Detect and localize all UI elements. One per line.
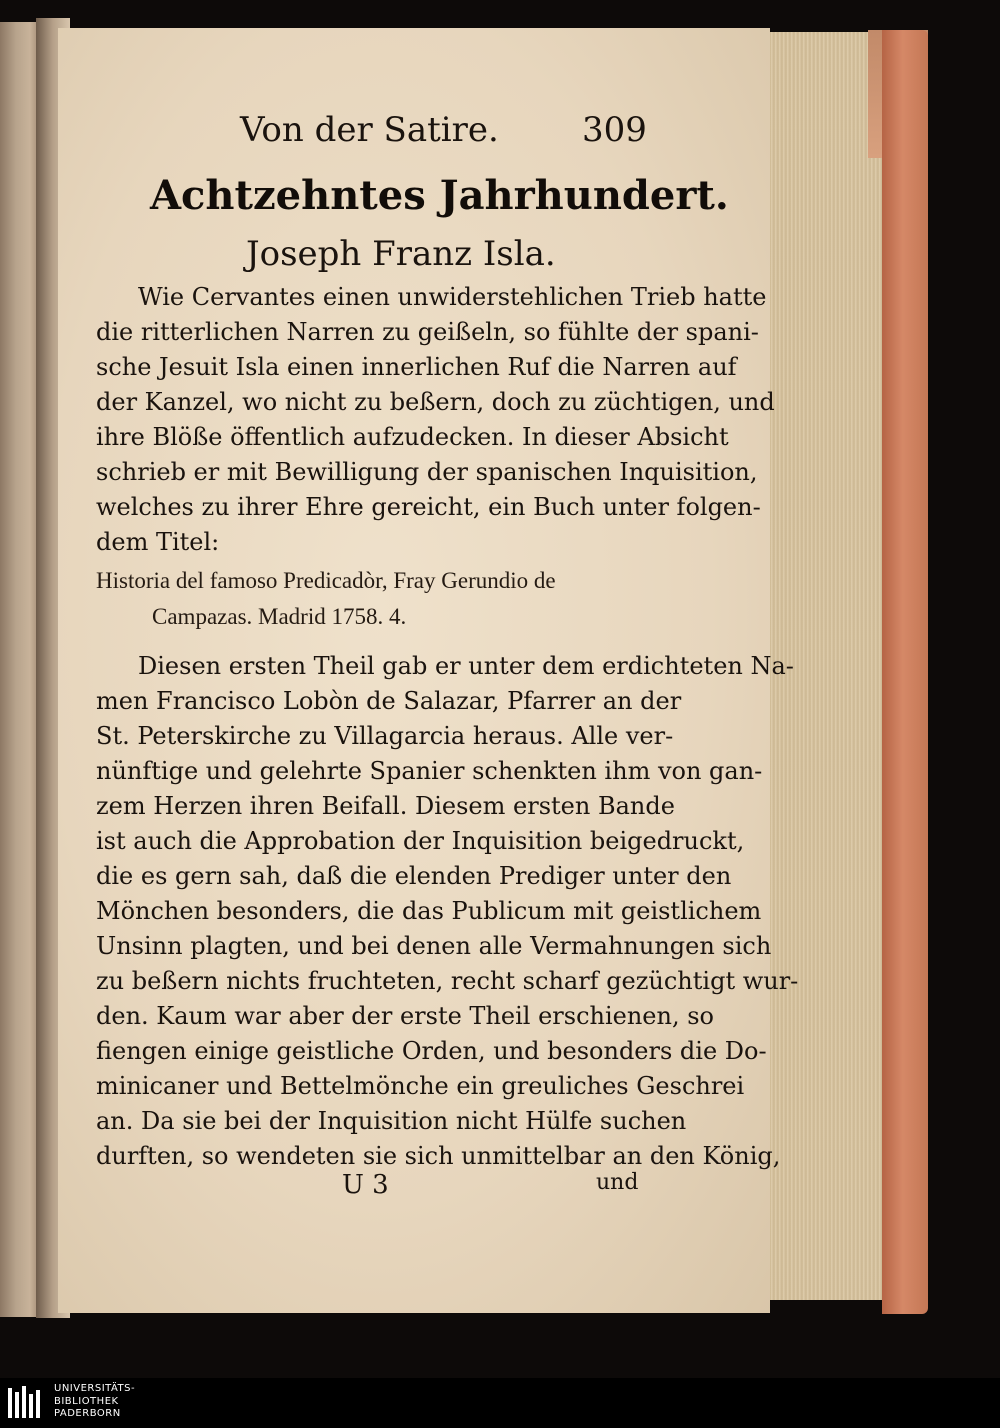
text-line: St. Peterskirche zu Villagarcia heraus. Alle ver- <box>96 722 674 750</box>
library-footer <box>0 1378 1000 1428</box>
text-line: der Kanzel, wo nicht zu beßern, doch zu züchtigen, und <box>96 388 775 416</box>
book-title-line: Campazas. Madrid 1758. 4. <box>152 604 407 629</box>
library-name-line: BIBLIOTHEK <box>54 1395 119 1407</box>
text-line: men Francisco Lobòn de Salazar, Pfarrer an der <box>96 687 682 715</box>
text-line: ihre Blöße öffentlich aufzudecken. In dieser Absicht <box>96 423 729 451</box>
text-line: Mönchen besonders, die das Publicum mit geistlichem <box>96 897 762 925</box>
text-line: zem Herzen ihren Beifall. Diesem ersten Bande <box>96 792 675 820</box>
book-title-line: Historia del famoso Predicadòr, Fray Gerundio de <box>96 568 556 593</box>
library-name <box>54 1383 135 1421</box>
text-line: Wie Cervantes einen unwiderstehlichen Trieb hatte <box>138 283 767 311</box>
left-page-edge <box>0 22 40 1317</box>
text-line: an. Da sie bei der Inquisition nicht Hülfe suchen <box>96 1107 687 1135</box>
text-line: Diesen ersten Theil gab er unter dem erdichteten Na- <box>138 652 794 680</box>
text-line: Unsinn plagten, und bei denen alle Vermahnungen sich <box>96 932 772 960</box>
text-line: den. Kaum war aber der erste Theil erschienen, so <box>96 1002 714 1030</box>
text-line: durften, so wendeten sie sich unmittelbar an den König, <box>96 1142 781 1170</box>
library-logo-icon <box>6 1384 42 1422</box>
signature-mark: U 3 <box>342 1170 389 1200</box>
text-line: ist auch die Approbation der Inquisition beigedruckt, <box>96 827 745 855</box>
catchword: und <box>596 1170 639 1195</box>
text-line: die ritterlichen Narren zu geißeln, so fühlte der spani- <box>96 318 759 346</box>
text-line: schrieb er mit Bewilligung der spanischen Inquisition, <box>96 458 758 486</box>
author-heading: Joseph Franz Isla. <box>246 234 556 274</box>
running-head: Von der Satire. <box>240 110 499 150</box>
text-line: sche Jesuit Isla einen innerlichen Ruf die Narren auf <box>96 353 737 381</box>
text-line: fiengen einige geistliche Orden, und besonders die Do- <box>96 1037 767 1065</box>
chapter-heading: Achtzehntes Jahrhundert. <box>150 172 729 219</box>
text-line: zu beßern nichts fruchteten, recht scharf gezüchtigt wur- <box>96 967 799 995</box>
text-line: minicaner und Bettelmönche ein greuliches Geschrei <box>96 1072 745 1100</box>
page-number: 309 <box>582 110 647 150</box>
text-line: dem Titel: <box>96 528 220 556</box>
library-name-line: UNIVERSITÄTS- <box>54 1383 136 1394</box>
library-name-line: PADERBORN <box>54 1408 121 1419</box>
text-line: welches zu ihrer Ehre gereicht, ein Buch unter folgen- <box>96 493 761 521</box>
text-line: nünftige und gelehrte Spanier schenkten ihm von gan- <box>96 757 763 785</box>
book-cover <box>882 30 928 1314</box>
text-line: die es gern sah, daß die elenden Prediger unter den <box>96 862 732 890</box>
